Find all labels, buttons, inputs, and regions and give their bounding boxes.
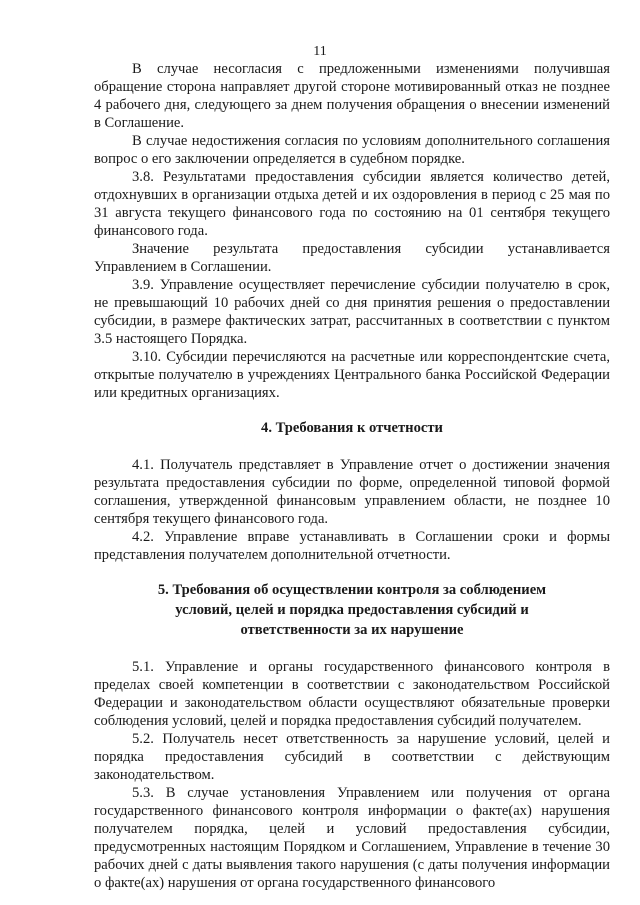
document-body [94, 60, 610, 892]
paragraph-3-10: 3.10. Субсидии перечисляются на расчетные или корреспондентские счета, открытые получателю в учреждениях Центрального банка Российской Федерации или кредитных организациях. [94, 349, 610, 401]
paragraph-5-3: 5.3. В случае установления Управлением или получения от органа государственного финансового контроля информации о факте(ах) нарушения получателем порядка, целей и условий предоставления субсидии, предусмотренных настоящим Порядком и Соглашением, Управление в течение 30 рабочих дней с даты выявления такого нарушения (с даты получения информации о факте(ах) нарушения от органа государственного финансового [94, 785, 610, 891]
paragraph-4-2: 4.2. Управление вправе устанавливать в Соглашении сроки и формы представления получателем дополнительной отчетности. [94, 529, 610, 563]
section-spacer [94, 640, 610, 658]
section-spacer [94, 564, 610, 580]
paragraph-3-8: 3.8. Результатами предоставления субсидии является количество детей, отдохнувших в организации отдыха детей и их оздоровления в период с 25 мая по 31 августа текущего финансового года по состоянию на 01 сентября текущего финансового года. [94, 169, 610, 239]
paragraph-result-value: Значение результата предоставления субсидии устанавливается Управлением в Соглашении. [94, 241, 610, 275]
section-heading-5-line: 5. Требования об осуществлении контроля за соблюдением [157, 582, 547, 598]
section-spacer [94, 402, 610, 418]
section-spacer [94, 438, 610, 456]
section-heading-5 [94, 580, 610, 640]
paragraph-4-1: 4.1. Получатель представляет в Управление отчет о достижении значения результата предоставления субсидии по форме, определенной типовой формой соглашения, утвержденной финансовым управлением области, не позднее 10 сентября текущего финансового года. [94, 457, 610, 527]
section-heading-5-line: ответственности за их нарушение [240, 622, 464, 638]
paragraph-5-1: 5.1. Управление и органы государственного финансового контроля в пределах своей компетенции в соответствии с законодательством Российской Федерации и законодательством области осуществляют обязательные проверки соблюдения условий, целей и порядка предоставления субсидий получателем. [94, 659, 610, 729]
section-heading-4: 4. Требования к отчетности [261, 420, 443, 436]
page-number: 11 [313, 44, 327, 59]
paragraph-3-9: 3.9. Управление осуществляет перечисление субсидии получателю в срок, не превышающий 10 рабочих дней со дня принятия решения о предоставлении субсидии, в размере фактических затрат, рассчитанных в соответствии с пунктом 3.5 настоящего Порядка. [94, 277, 610, 347]
paragraph-5-2: 5.2. Получатель несет ответственность за нарушение условий, целей и порядка предоставления субсидий в соответствии с действующим законодательством. [94, 731, 610, 783]
paragraph-disagreement: В случае несогласия с предложенными изменениями получившая обращение сторона направляет другой стороне мотивированный отказ не позднее 4 рабочего дня, следующего за днем получения обращения о внесении изменений в Соглашение. [94, 61, 610, 131]
section-heading-5-line: условий, целей и порядка предоставления субсидий и [175, 602, 529, 618]
paragraph-court-procedure: В случае недостижения согласия по условиям дополнительного соглашения вопрос о его заключении определяется в судебном порядке. [94, 133, 610, 167]
